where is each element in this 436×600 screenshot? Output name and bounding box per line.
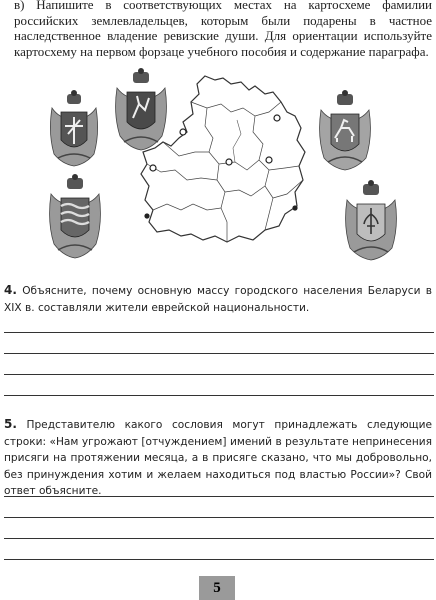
task-4-number: 4. [4, 283, 17, 297]
answer-line[interactable] [4, 353, 434, 354]
answer-line[interactable] [4, 496, 434, 497]
answer-line[interactable] [4, 395, 434, 396]
coat-of-arms-icon [343, 178, 399, 262]
page-number: 5 [199, 576, 235, 600]
coat-of-arms-icon [317, 88, 373, 172]
task-4-text [4, 282, 432, 316]
answer-line[interactable] [4, 538, 434, 539]
coat-of-arms-icon [47, 172, 103, 260]
answer-line[interactable] [4, 374, 434, 375]
task-5-number: 5. [4, 417, 17, 431]
task-4-question: Объясните, почему основную массу городского населения Беларуси в XIX в. составляли жители еврейской национальности. [4, 285, 432, 314]
task-v-text: в) Напишите в соответствующих местах на картосхеме фамилии российских землевладельцев, которым были подарены в частное наследственное владение ревизские души. Для ориентации используйте картосхему на первом форзаце учебного пособия и содержание параграфа. [14, 0, 432, 59]
map-of-belarus-icon [135, 72, 310, 250]
coat-of-arms-icon [48, 88, 100, 168]
answer-line[interactable] [4, 517, 434, 518]
task-5-text [4, 416, 432, 500]
task-5-question: Представителю какого сословия могут принадлежать следующие строки: «Нам угрожают [отчуждением] имений в результате непринесения присяги на протяжении месяца, а в присяге сказано, что мы добровольно, без принуждения хотим и желаем находиться под властью России»? Свой ответ объясните. [4, 419, 432, 497]
answer-line[interactable] [4, 332, 434, 333]
answer-line[interactable] [4, 559, 434, 560]
